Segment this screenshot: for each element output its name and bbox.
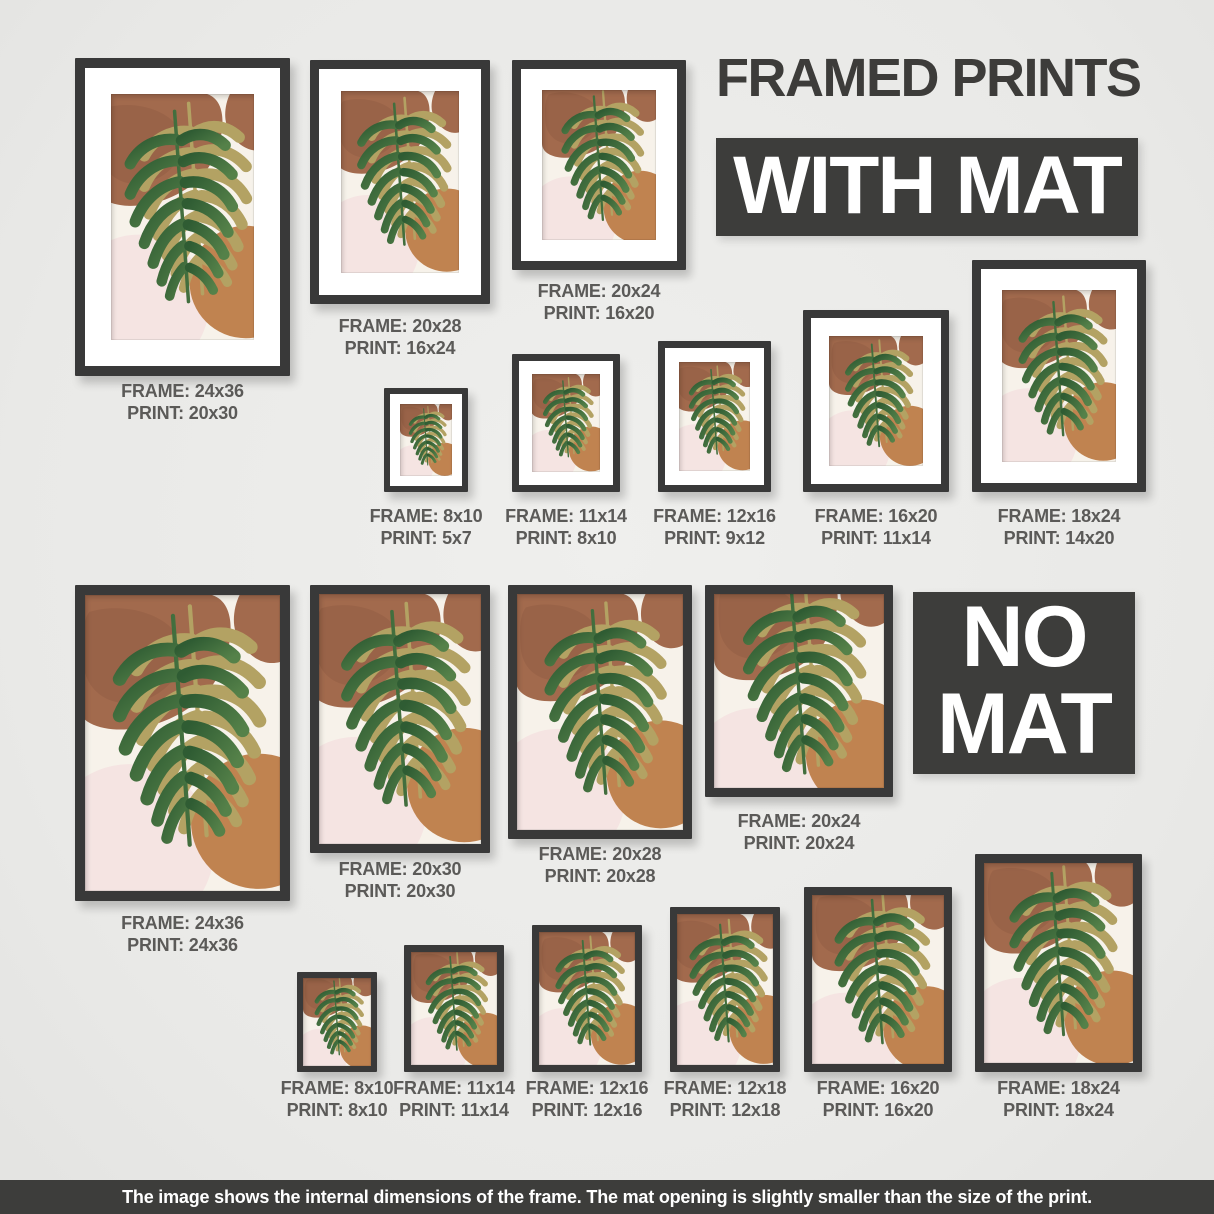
print-dimension-text: PRINT: 12x18: [669, 1100, 781, 1120]
mat: [665, 348, 764, 485]
page-title: FRAMED PRINTS: [716, 48, 1141, 108]
print-dimension-text: PRINT: 20x28: [544, 866, 656, 886]
no-mat-line-1: NO: [961, 589, 1087, 685]
print-opening: [400, 404, 452, 476]
mat: [521, 69, 677, 261]
monstera-artwork: [319, 594, 481, 844]
framed-print-20x30-no-mat: [310, 585, 490, 853]
monstera-artwork: [85, 595, 280, 891]
framed-print-20x24-no-mat: [705, 585, 893, 797]
frame-size-label-16x20-with-mat: [815, 505, 938, 549]
print-dimension-text: PRINT: 12x16: [531, 1100, 643, 1120]
framed-print-18x24-no-mat: [975, 854, 1142, 1072]
print-opening: [341, 91, 459, 273]
framed-print-18x24-with-mat: [972, 260, 1146, 492]
frame-dimension-text: FRAME: 8x10: [369, 506, 483, 526]
mat: [677, 914, 773, 1065]
print-opening: [411, 952, 497, 1065]
monstera-artwork: [400, 404, 452, 476]
framed-print-11x14-no-mat: [404, 945, 504, 1072]
monstera-artwork: [532, 374, 600, 472]
frame-size-label-18x24-no-mat: [997, 1077, 1120, 1121]
print-opening: [1002, 290, 1116, 462]
mat: [411, 952, 497, 1065]
frame-dimension-text: FRAME: 16x20: [816, 1078, 940, 1098]
monstera-artwork: [984, 863, 1133, 1063]
monstera-artwork: [517, 594, 683, 830]
framed-print-16x20-no-mat: [804, 887, 952, 1072]
mat: [984, 863, 1133, 1063]
monstera-artwork: [677, 914, 773, 1065]
monstera-artwork: [829, 336, 923, 466]
monstera-artwork: [111, 94, 254, 340]
frame-dimension-text: FRAME: 12x16: [653, 506, 776, 526]
frame-size-label-18x24-with-mat: [998, 505, 1121, 549]
frame-dimension-text: FRAME: 24x36: [121, 381, 244, 401]
frame-size-label-24x36-no-mat: [121, 912, 244, 956]
mat: [85, 595, 280, 891]
frame-dimension-text: FRAME: 20x28: [538, 844, 662, 864]
no-mat-line-2: MAT: [937, 676, 1111, 772]
print-dimension-text: PRINT: 16x20: [543, 303, 655, 323]
frame-dimension-text: FRAME: 20x28: [338, 316, 462, 336]
print-dimension-text: PRINT: 24x36: [127, 935, 238, 955]
monstera-artwork: [812, 895, 944, 1064]
frame-dimension-text: FRAME: 11x14: [505, 506, 627, 526]
frame-size-label-8x10-with-mat: [370, 505, 483, 549]
mat: [811, 318, 941, 484]
frame-dimension-text: FRAME: 20x30: [338, 859, 462, 879]
frame-dimension-text: FRAME: 12x16: [525, 1078, 649, 1098]
monstera-artwork: [539, 932, 635, 1065]
frame-size-label-24x36-with-mat: [121, 380, 244, 424]
framed-print-16x20-with-mat: [803, 310, 949, 492]
framed-print-20x28-with-mat: [310, 60, 490, 304]
mat: [319, 594, 481, 844]
print-dimension-text: PRINT: 9x12: [664, 528, 765, 548]
frame-size-label-11x14-no-mat: [393, 1077, 515, 1121]
frame-size-label-20x30-no-mat: [339, 858, 462, 902]
frame-size-label-16x20-no-mat: [817, 1077, 940, 1121]
frame-size-label-12x16-no-mat: [526, 1077, 649, 1121]
framed-print-12x16-with-mat: [658, 341, 771, 492]
frame-size-label-20x24-no-mat: [738, 810, 861, 854]
print-dimension-text: PRINT: 20x30: [127, 403, 238, 423]
frame-dimension-text: FRAME: 16x20: [814, 506, 938, 526]
mat: [390, 394, 462, 486]
print-dimension-text: PRINT: 8x10: [515, 528, 617, 548]
monstera-artwork: [714, 594, 884, 788]
framed-print-11x14-with-mat: [512, 354, 620, 492]
frame-size-label-20x28-no-mat: [539, 843, 662, 887]
framed-print-8x10-with-mat: [384, 388, 468, 492]
framed-print-12x16-no-mat: [532, 925, 642, 1072]
frame-size-label-20x28-with-mat: [339, 315, 462, 359]
print-dimension-text: PRINT: 11x14: [399, 1100, 509, 1120]
print-opening: [714, 594, 884, 788]
monstera-artwork: [542, 90, 656, 240]
frame-dimension-text: FRAME: 20x24: [537, 281, 661, 301]
framed-print-24x36-no-mat: [75, 585, 290, 901]
print-opening: [539, 932, 635, 1065]
mat: [85, 68, 280, 366]
monstera-artwork: [303, 978, 371, 1066]
print-opening: [542, 90, 656, 240]
frame-dimension-text: FRAME: 24x36: [121, 913, 244, 933]
framed-print-12x18-no-mat: [670, 907, 780, 1072]
print-opening: [984, 863, 1133, 1063]
mat: [519, 361, 613, 485]
with-mat-banner: WITH MAT: [716, 138, 1138, 236]
mat: [812, 895, 944, 1064]
print-dimension-text: PRINT: 11x14: [821, 528, 931, 548]
print-opening: [517, 594, 683, 830]
mat: [303, 978, 371, 1066]
framed-print-20x24-with-mat: [512, 60, 686, 270]
print-dimension-text: PRINT: 14x20: [1003, 528, 1115, 548]
print-opening: [303, 978, 371, 1066]
print-dimension-text: PRINT: 20x30: [344, 881, 456, 901]
print-dimension-text: PRINT: 18x24: [1003, 1100, 1114, 1120]
framed-print-24x36-with-mat: [75, 58, 290, 376]
footer-note: The image shows the internal dimensions of the frame. The mat opening is slightly smaller than the size of the print.: [0, 1180, 1214, 1214]
monstera-artwork: [679, 362, 750, 471]
print-dimension-text: PRINT: 8x10: [286, 1100, 388, 1120]
framed-print-8x10-no-mat: [297, 972, 377, 1072]
monstera-artwork: [1002, 290, 1116, 462]
print-dimension-text: PRINT: 20x24: [743, 833, 855, 853]
print-dimension-text: PRINT: 16x20: [822, 1100, 934, 1120]
mat: [517, 594, 683, 830]
print-dimension-text: PRINT: 16x24: [344, 338, 456, 358]
frame-dimension-text: FRAME: 12x18: [663, 1078, 787, 1098]
frame-dimension-text: FRAME: 20x24: [737, 811, 861, 831]
print-opening: [812, 895, 944, 1064]
frame-dimension-text: FRAME: 8x10: [280, 1078, 394, 1098]
no-mat-banner: [913, 589, 1135, 774]
frame-size-label-8x10-no-mat: [281, 1077, 394, 1121]
print-opening: [319, 594, 481, 844]
mat: [539, 932, 635, 1065]
print-opening: [111, 94, 254, 340]
print-opening: [829, 336, 923, 466]
print-opening: [85, 595, 280, 891]
mat: [981, 269, 1137, 483]
print-opening: [532, 374, 600, 472]
monstera-artwork: [411, 952, 497, 1065]
frame-dimension-text: FRAME: 18x24: [997, 506, 1121, 526]
frame-size-label-12x16-with-mat: [653, 505, 776, 549]
frame-dimension-text: FRAME: 18x24: [997, 1078, 1120, 1098]
print-opening: [679, 362, 750, 471]
mat: [714, 594, 884, 788]
frame-size-label-11x14-with-mat: [505, 505, 627, 549]
framed-print-20x28-no-mat: [508, 585, 692, 839]
frame-size-label-20x24-with-mat: [538, 280, 661, 324]
frame-size-label-12x18-no-mat: [664, 1077, 787, 1121]
print-dimension-text: PRINT: 5x7: [380, 528, 472, 548]
mat: [319, 69, 481, 295]
frame-dimension-text: FRAME: 11x14: [393, 1078, 515, 1098]
monstera-artwork: [341, 91, 459, 273]
print-opening: [677, 914, 773, 1065]
